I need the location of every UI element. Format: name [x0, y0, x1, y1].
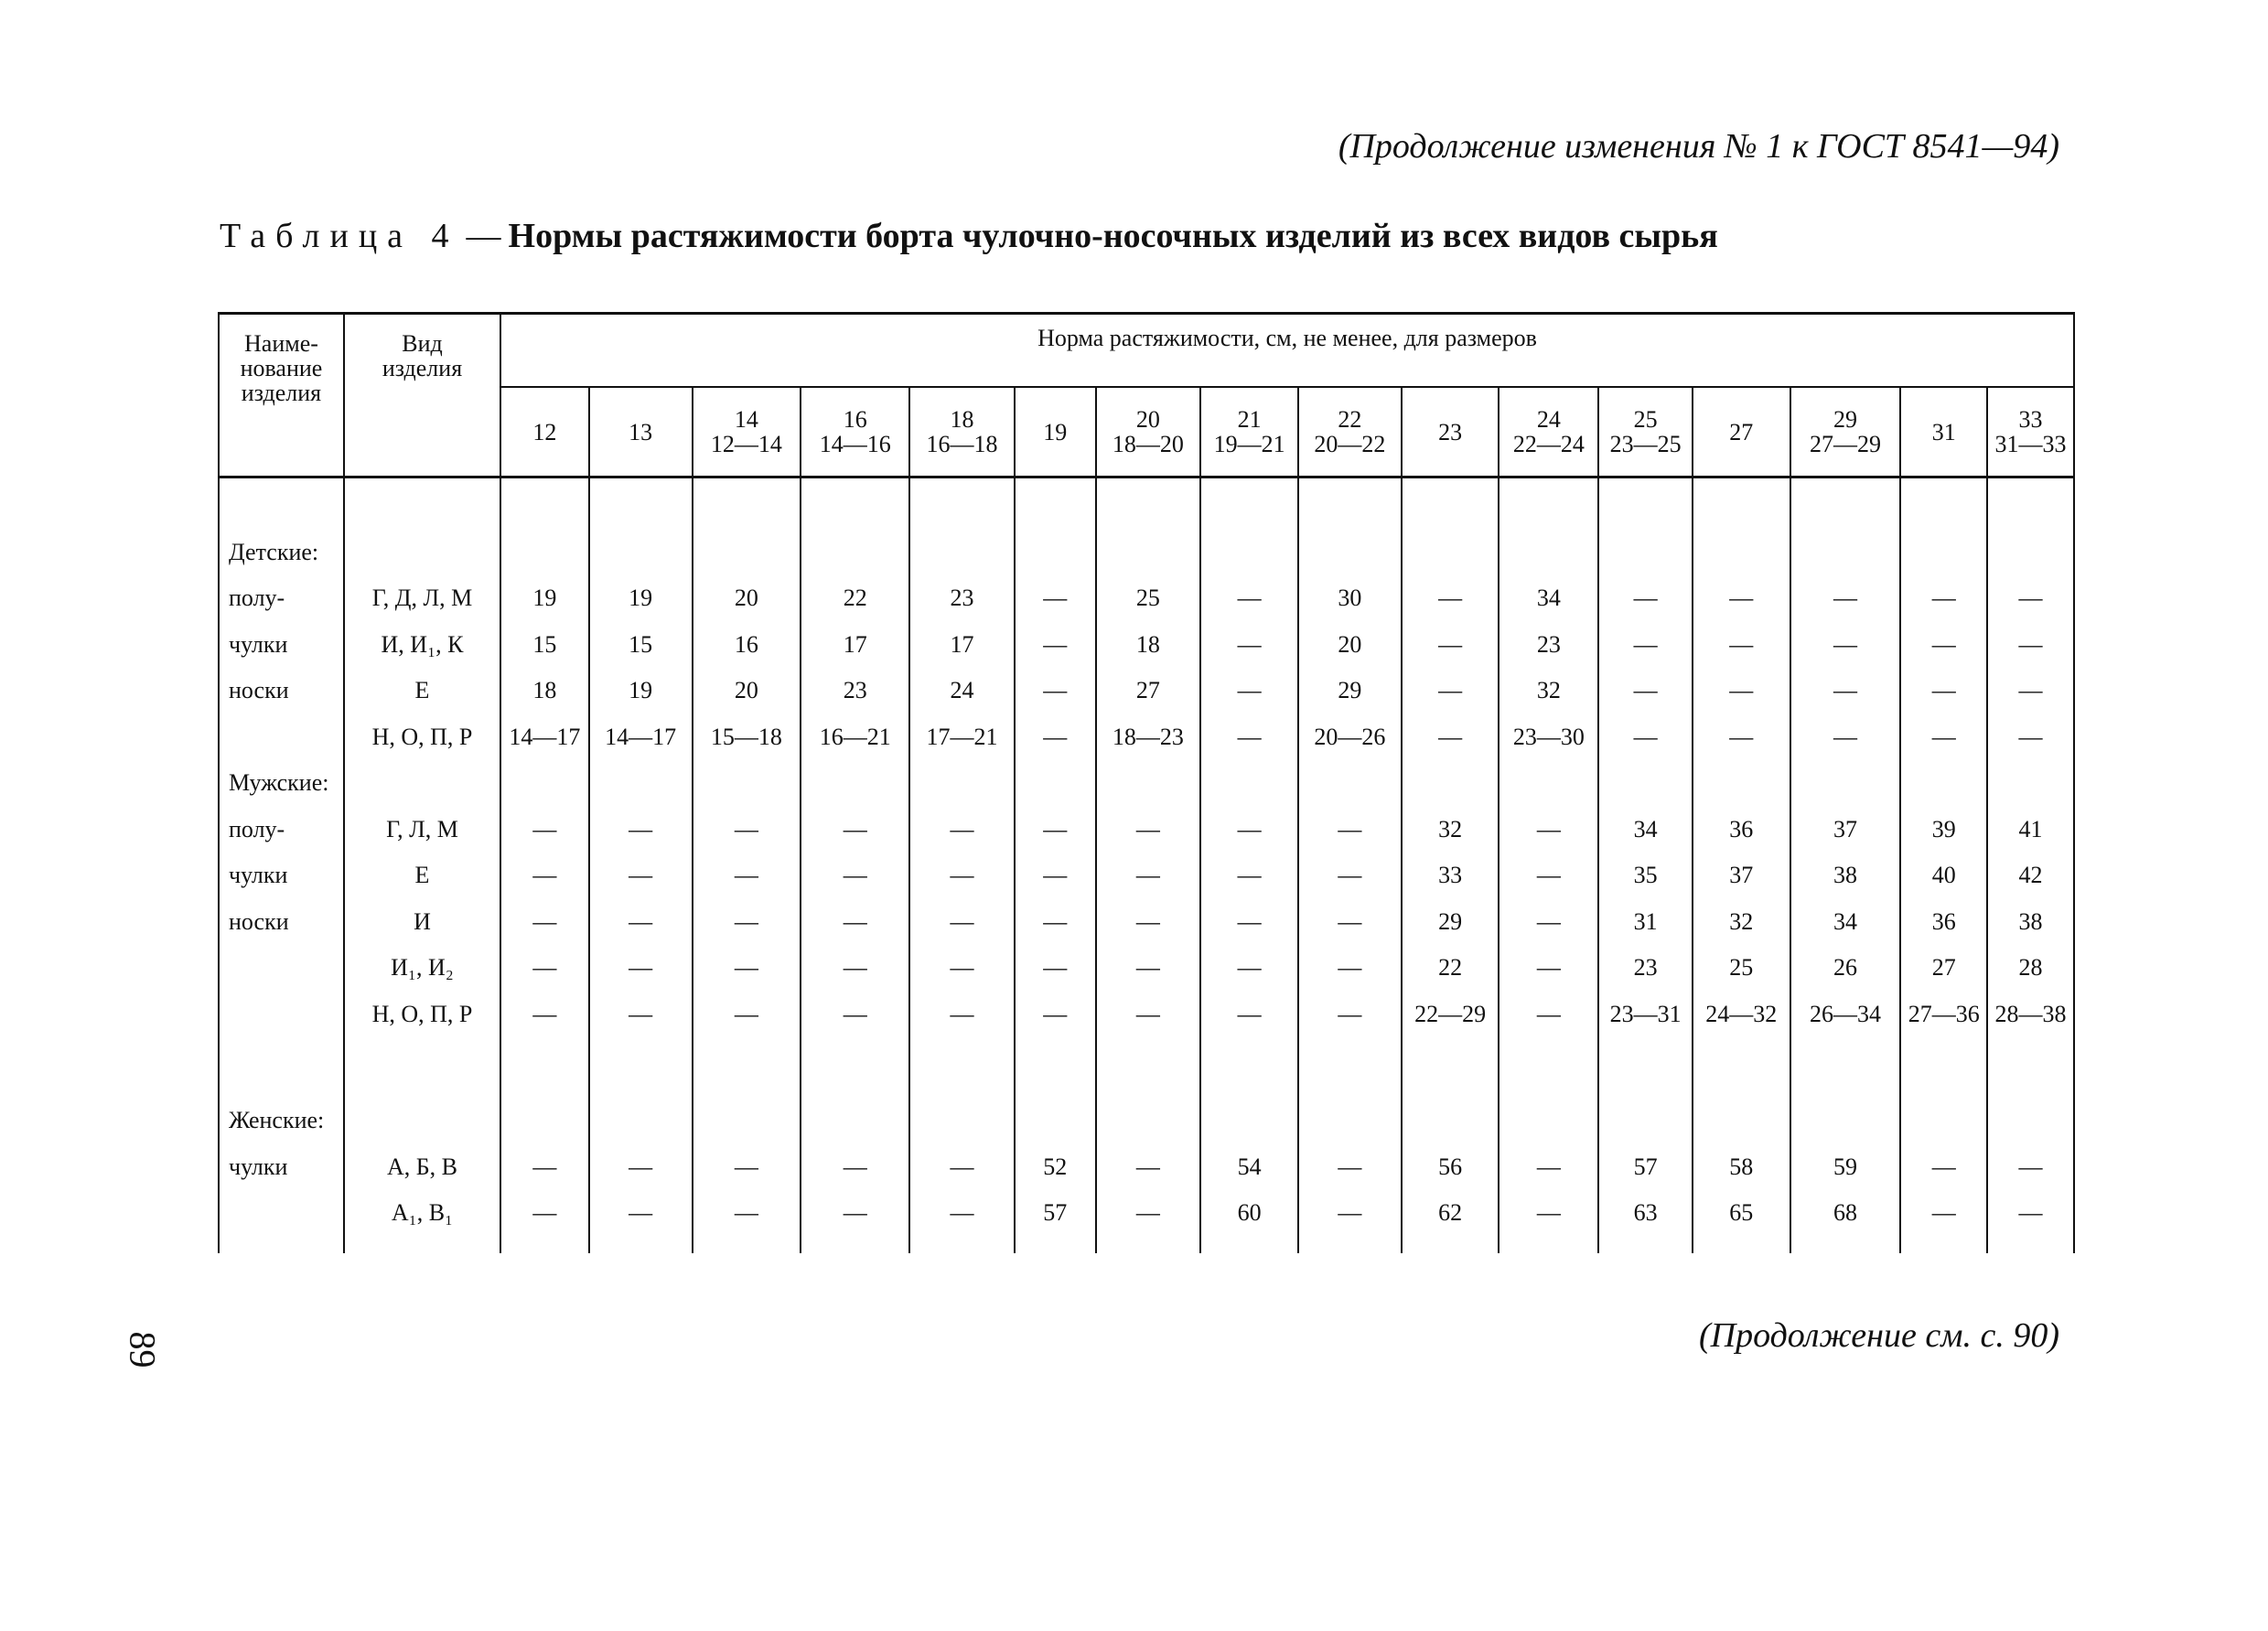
- header-size: 16 14—16: [801, 387, 909, 477]
- table-title-dash: —: [466, 217, 501, 255]
- value-cell: [1598, 1098, 1693, 1144]
- row-product-name: чулки: [219, 1144, 344, 1191]
- value-cell: —: [1987, 575, 2074, 622]
- value-cell: [1200, 1098, 1298, 1144]
- value-cell: [1790, 477, 1901, 576]
- value-cell: —: [1015, 899, 1096, 946]
- table-title-prefix: Таблица 4: [220, 217, 459, 255]
- value-cell: [801, 477, 909, 576]
- row-product-name: носки: [219, 668, 344, 714]
- value-cell: —: [1598, 622, 1693, 669]
- value-cell: —: [1693, 622, 1790, 669]
- value-cell: 65: [1693, 1190, 1790, 1237]
- row-product-kind: Н, О, П, Р: [344, 992, 500, 1038]
- table-row: [219, 1190, 2074, 1237]
- row-product-kind: И: [344, 899, 500, 946]
- header-size: 22 20—22: [1298, 387, 1402, 477]
- value-cell: 39: [1900, 807, 1987, 853]
- value-cell: —: [693, 945, 801, 992]
- row-product-kind: И₁, И₂: [344, 945, 500, 992]
- value-cell: —: [1900, 668, 1987, 714]
- value-cell: —: [1987, 714, 2074, 761]
- value-cell: 42: [1987, 853, 2074, 899]
- header-size: 24 22—24: [1499, 387, 1598, 477]
- value-cell: 30: [1298, 575, 1402, 622]
- value-cell: —: [589, 1190, 693, 1237]
- value-cell: [1096, 1098, 1201, 1144]
- row-product-kind: А, Б, В: [344, 1144, 500, 1191]
- row-product-name: [219, 1190, 344, 1237]
- value-cell: 22: [801, 575, 909, 622]
- value-cell: 22: [1402, 945, 1499, 992]
- value-cell: —: [909, 1144, 1015, 1191]
- header-size: 21 19—21: [1200, 387, 1298, 477]
- value-cell: —: [1298, 1144, 1402, 1191]
- row-product-kind: Е: [344, 853, 500, 899]
- value-cell: —: [1096, 992, 1201, 1038]
- header-norm-group: Норма растяжимости, см, не менее, для размеров: [500, 314, 2074, 388]
- value-cell: 20: [693, 668, 801, 714]
- value-cell: [1298, 760, 1402, 807]
- value-cell: —: [589, 1144, 693, 1191]
- value-cell: 36: [1900, 899, 1987, 946]
- value-cell: —: [1790, 575, 1901, 622]
- header-size: 29 27—29: [1790, 387, 1901, 477]
- value-cell: [909, 477, 1015, 576]
- row-product-name: [219, 714, 344, 761]
- value-cell: —: [909, 853, 1015, 899]
- value-cell: [1015, 1098, 1096, 1144]
- value-cell: —: [1096, 945, 1201, 992]
- value-cell: 16: [693, 622, 801, 669]
- value-cell: —: [1298, 945, 1402, 992]
- value-cell: —: [909, 899, 1015, 946]
- value-cell: —: [1499, 853, 1598, 899]
- value-cell: [909, 1098, 1015, 1144]
- value-cell: 31: [1598, 899, 1693, 946]
- value-cell: —: [1200, 899, 1298, 946]
- value-cell: 32: [1693, 899, 1790, 946]
- value-cell: —: [1200, 853, 1298, 899]
- row-product-kind: Е: [344, 668, 500, 714]
- value-cell: 24: [909, 668, 1015, 714]
- header-size: 31: [1900, 387, 1987, 477]
- value-cell: [1499, 477, 1598, 576]
- tail-row: [219, 1237, 2074, 1253]
- value-cell: 54: [1200, 1144, 1298, 1191]
- value-cell: 26: [1790, 945, 1901, 992]
- value-cell: 19: [589, 575, 693, 622]
- value-cell: [1402, 477, 1499, 576]
- table-title-name: Нормы растяжимости борта чулочно-носочных изделий из всех видов сырья: [508, 217, 1718, 255]
- value-cell: [1015, 477, 1096, 576]
- table-row: [219, 714, 2074, 761]
- value-cell: —: [1402, 575, 1499, 622]
- value-cell: 19: [500, 575, 589, 622]
- row-product-name: Мужские:: [219, 760, 344, 807]
- value-cell: [1693, 760, 1790, 807]
- value-cell: —: [1790, 714, 1901, 761]
- value-cell: —: [1298, 992, 1402, 1038]
- value-cell: —: [1598, 714, 1693, 761]
- value-cell: [1298, 1098, 1402, 1144]
- value-cell: —: [801, 992, 909, 1038]
- value-cell: —: [909, 945, 1015, 992]
- value-cell: 60: [1200, 1190, 1298, 1237]
- table-row: [219, 992, 2074, 1038]
- value-cell: [1598, 760, 1693, 807]
- value-cell: 32: [1402, 807, 1499, 853]
- value-cell: —: [1015, 992, 1096, 1038]
- value-cell: —: [1200, 668, 1298, 714]
- value-cell: [589, 477, 693, 576]
- value-cell: 28: [1987, 945, 2074, 992]
- value-cell: 37: [1790, 807, 1901, 853]
- value-cell: —: [801, 1190, 909, 1237]
- value-cell: 57: [1015, 1190, 1096, 1237]
- spacer-row: [219, 1037, 2074, 1098]
- value-cell: —: [500, 899, 589, 946]
- value-cell: —: [1499, 899, 1598, 946]
- value-cell: [693, 760, 801, 807]
- value-cell: 27—36: [1900, 992, 1987, 1038]
- value-cell: —: [1598, 575, 1693, 622]
- table-row: [219, 668, 2074, 714]
- value-cell: —: [1790, 668, 1901, 714]
- value-cell: 25: [1693, 945, 1790, 992]
- value-cell: —: [500, 992, 589, 1038]
- value-cell: 41: [1987, 807, 2074, 853]
- value-cell: 34: [1790, 899, 1901, 946]
- value-cell: 15—18: [693, 714, 801, 761]
- value-cell: 23: [801, 668, 909, 714]
- table-row: [219, 853, 2074, 899]
- value-cell: —: [693, 899, 801, 946]
- header-size: 13: [589, 387, 693, 477]
- value-cell: [1900, 760, 1987, 807]
- table-row: [219, 575, 2074, 622]
- value-cell: [1298, 477, 1402, 576]
- value-cell: 18: [500, 668, 589, 714]
- value-cell: 34: [1598, 807, 1693, 853]
- value-cell: 15: [500, 622, 589, 669]
- value-cell: —: [909, 992, 1015, 1038]
- value-cell: 58: [1693, 1144, 1790, 1191]
- row-product-kind: Н, О, П, Р: [344, 714, 500, 761]
- value-cell: —: [1900, 1144, 1987, 1191]
- table-row: [219, 899, 2074, 946]
- value-cell: —: [1200, 575, 1298, 622]
- value-cell: [1790, 1098, 1901, 1144]
- row-product-name: чулки: [219, 853, 344, 899]
- value-cell: 68: [1790, 1190, 1901, 1237]
- value-cell: —: [1200, 714, 1298, 761]
- value-cell: 28—38: [1987, 992, 2074, 1038]
- norm-table: [218, 312, 2075, 1253]
- value-cell: —: [1298, 807, 1402, 853]
- table-row: [219, 477, 2074, 576]
- row-product-kind: [344, 760, 500, 807]
- value-cell: —: [1598, 668, 1693, 714]
- header-size: 20 18—20: [1096, 387, 1201, 477]
- value-cell: [1015, 760, 1096, 807]
- header-size: 27: [1693, 387, 1790, 477]
- value-cell: [1200, 760, 1298, 807]
- value-cell: —: [500, 853, 589, 899]
- value-cell: —: [801, 1144, 909, 1191]
- value-cell: —: [801, 807, 909, 853]
- value-cell: —: [1499, 945, 1598, 992]
- value-cell: —: [693, 853, 801, 899]
- value-cell: [1499, 760, 1598, 807]
- value-cell: —: [1402, 622, 1499, 669]
- value-cell: 20—26: [1298, 714, 1402, 761]
- value-cell: —: [500, 807, 589, 853]
- value-cell: 27: [1096, 668, 1201, 714]
- value-cell: —: [589, 853, 693, 899]
- value-cell: [1598, 477, 1693, 576]
- value-cell: 14—17: [589, 714, 693, 761]
- value-cell: —: [1402, 668, 1499, 714]
- value-cell: —: [1015, 714, 1096, 761]
- value-cell: 34: [1499, 575, 1598, 622]
- value-cell: [1790, 760, 1901, 807]
- row-product-kind: [344, 1098, 500, 1144]
- value-cell: —: [500, 945, 589, 992]
- value-cell: —: [1015, 668, 1096, 714]
- value-cell: [1693, 477, 1790, 576]
- value-cell: 20: [1298, 622, 1402, 669]
- value-cell: —: [1987, 1144, 2074, 1191]
- value-cell: 26—34: [1790, 992, 1901, 1038]
- value-cell: 17: [909, 622, 1015, 669]
- value-cell: [1693, 1098, 1790, 1144]
- value-cell: —: [1900, 575, 1987, 622]
- value-cell: —: [1298, 899, 1402, 946]
- value-cell: —: [1200, 992, 1298, 1038]
- value-cell: —: [1298, 1190, 1402, 1237]
- row-product-name: [219, 945, 344, 992]
- value-cell: —: [693, 992, 801, 1038]
- header-product-name: Наиме- нование изделия: [219, 314, 344, 477]
- row-product-name: [219, 992, 344, 1038]
- value-cell: 14—17: [500, 714, 589, 761]
- value-cell: 17—21: [909, 714, 1015, 761]
- value-cell: [801, 760, 909, 807]
- value-cell: 57: [1598, 1144, 1693, 1191]
- row-product-kind: И, И₁, К: [344, 622, 500, 669]
- value-cell: [1987, 477, 2074, 576]
- value-cell: —: [1096, 807, 1201, 853]
- header-product-kind: Вид изделия: [344, 314, 500, 477]
- value-cell: [500, 477, 589, 576]
- value-cell: [909, 760, 1015, 807]
- row-product-name: чулки: [219, 622, 344, 669]
- value-cell: —: [1499, 1144, 1598, 1191]
- value-cell: —: [1987, 1190, 2074, 1237]
- value-cell: 33: [1402, 853, 1499, 899]
- value-cell: 36: [1693, 807, 1790, 853]
- value-cell: —: [1693, 714, 1790, 761]
- value-cell: 19: [589, 668, 693, 714]
- value-cell: [1402, 760, 1499, 807]
- value-cell: 32: [1499, 668, 1598, 714]
- value-cell: —: [1200, 622, 1298, 669]
- table-row: [219, 807, 2074, 853]
- table-row: [219, 1144, 2074, 1191]
- row-product-name: полу-: [219, 575, 344, 622]
- value-cell: 62: [1402, 1190, 1499, 1237]
- header-size: 19: [1015, 387, 1096, 477]
- page-number: 89: [122, 1331, 164, 1368]
- value-cell: —: [1499, 807, 1598, 853]
- value-cell: —: [1790, 622, 1901, 669]
- row-product-name: полу-: [219, 807, 344, 853]
- value-cell: 59: [1790, 1144, 1901, 1191]
- value-cell: 18: [1096, 622, 1201, 669]
- value-cell: —: [1900, 714, 1987, 761]
- value-cell: —: [589, 945, 693, 992]
- value-cell: —: [693, 1144, 801, 1191]
- header-size: 12: [500, 387, 589, 477]
- value-cell: 17: [801, 622, 909, 669]
- value-cell: —: [1499, 1190, 1598, 1237]
- value-cell: —: [1499, 992, 1598, 1038]
- value-cell: —: [500, 1144, 589, 1191]
- value-cell: —: [500, 1190, 589, 1237]
- row-product-kind: [344, 477, 500, 576]
- value-cell: [693, 477, 801, 576]
- value-cell: —: [1693, 575, 1790, 622]
- value-cell: 27: [1900, 945, 1987, 992]
- table-row: [219, 622, 2074, 669]
- value-cell: 23: [1499, 622, 1598, 669]
- value-cell: 22—29: [1402, 992, 1499, 1038]
- value-cell: —: [1096, 1190, 1201, 1237]
- footer-continuation: (Продолжение см. с. 90): [1698, 1316, 2059, 1355]
- value-cell: [1499, 1098, 1598, 1144]
- value-cell: 37: [1693, 853, 1790, 899]
- value-cell: 29: [1298, 668, 1402, 714]
- value-cell: —: [1402, 714, 1499, 761]
- header-size: 14 12—14: [693, 387, 801, 477]
- row-product-kind: А₁, В₁: [344, 1190, 500, 1237]
- value-cell: 29: [1402, 899, 1499, 946]
- row-product-name: Детские:: [219, 477, 344, 576]
- row-product-name: Женские:: [219, 1098, 344, 1144]
- value-cell: [1900, 1098, 1987, 1144]
- value-cell: —: [1015, 853, 1096, 899]
- value-cell: —: [1015, 575, 1096, 622]
- value-cell: [1402, 1098, 1499, 1144]
- value-cell: —: [1200, 807, 1298, 853]
- value-cell: —: [589, 992, 693, 1038]
- header-size: 33 31—33: [1987, 387, 2074, 477]
- value-cell: 38: [1987, 899, 2074, 946]
- value-cell: 23: [909, 575, 1015, 622]
- header-size: 25 23—25: [1598, 387, 1693, 477]
- value-cell: 23—31: [1598, 992, 1693, 1038]
- value-cell: —: [1693, 668, 1790, 714]
- value-cell: —: [1987, 622, 2074, 669]
- value-cell: 24—32: [1693, 992, 1790, 1038]
- value-cell: [1987, 1098, 2074, 1144]
- value-cell: 63: [1598, 1190, 1693, 1237]
- value-cell: —: [909, 1190, 1015, 1237]
- value-cell: [500, 760, 589, 807]
- value-cell: —: [801, 945, 909, 992]
- continuation-header: (Продолжение изменения № 1 к ГОСТ 8541—94): [1338, 127, 2059, 166]
- row-product-kind: Г, Л, М: [344, 807, 500, 853]
- header-size: 18 16—18: [909, 387, 1015, 477]
- value-cell: —: [1015, 945, 1096, 992]
- value-cell: —: [589, 807, 693, 853]
- value-cell: [500, 1098, 589, 1144]
- value-cell: [801, 1098, 909, 1144]
- value-cell: [1200, 477, 1298, 576]
- value-cell: 35: [1598, 853, 1693, 899]
- value-cell: —: [693, 1190, 801, 1237]
- header-size: 23: [1402, 387, 1499, 477]
- value-cell: —: [801, 899, 909, 946]
- value-cell: [1987, 760, 2074, 807]
- value-cell: —: [1298, 853, 1402, 899]
- value-cell: 52: [1015, 1144, 1096, 1191]
- value-cell: 23—30: [1499, 714, 1598, 761]
- value-cell: 16—21: [801, 714, 909, 761]
- value-cell: [589, 1098, 693, 1144]
- table-row: [219, 760, 2074, 807]
- value-cell: —: [693, 807, 801, 853]
- value-cell: —: [1096, 1144, 1201, 1191]
- value-cell: —: [1015, 622, 1096, 669]
- value-cell: [1900, 477, 1987, 576]
- value-cell: —: [1096, 853, 1201, 899]
- value-cell: [1096, 760, 1201, 807]
- row-product-kind: Г, Д, Л, М: [344, 575, 500, 622]
- value-cell: 15: [589, 622, 693, 669]
- value-cell: —: [909, 807, 1015, 853]
- value-cell: 18—23: [1096, 714, 1201, 761]
- value-cell: —: [1900, 1190, 1987, 1237]
- row-product-name: носки: [219, 899, 344, 946]
- value-cell: 56: [1402, 1144, 1499, 1191]
- value-cell: —: [589, 899, 693, 946]
- value-cell: —: [1900, 622, 1987, 669]
- value-cell: —: [1987, 668, 2074, 714]
- value-cell: [693, 1098, 801, 1144]
- table-title: [220, 216, 1718, 256]
- value-cell: [589, 760, 693, 807]
- value-cell: —: [1015, 807, 1096, 853]
- value-cell: 23: [1598, 945, 1693, 992]
- value-cell: —: [801, 853, 909, 899]
- table-row: [219, 945, 2074, 992]
- value-cell: 25: [1096, 575, 1201, 622]
- value-cell: 40: [1900, 853, 1987, 899]
- value-cell: 38: [1790, 853, 1901, 899]
- value-cell: —: [1200, 945, 1298, 992]
- value-cell: —: [1096, 899, 1201, 946]
- value-cell: 20: [693, 575, 801, 622]
- table-row: [219, 1098, 2074, 1144]
- value-cell: [1096, 477, 1201, 576]
